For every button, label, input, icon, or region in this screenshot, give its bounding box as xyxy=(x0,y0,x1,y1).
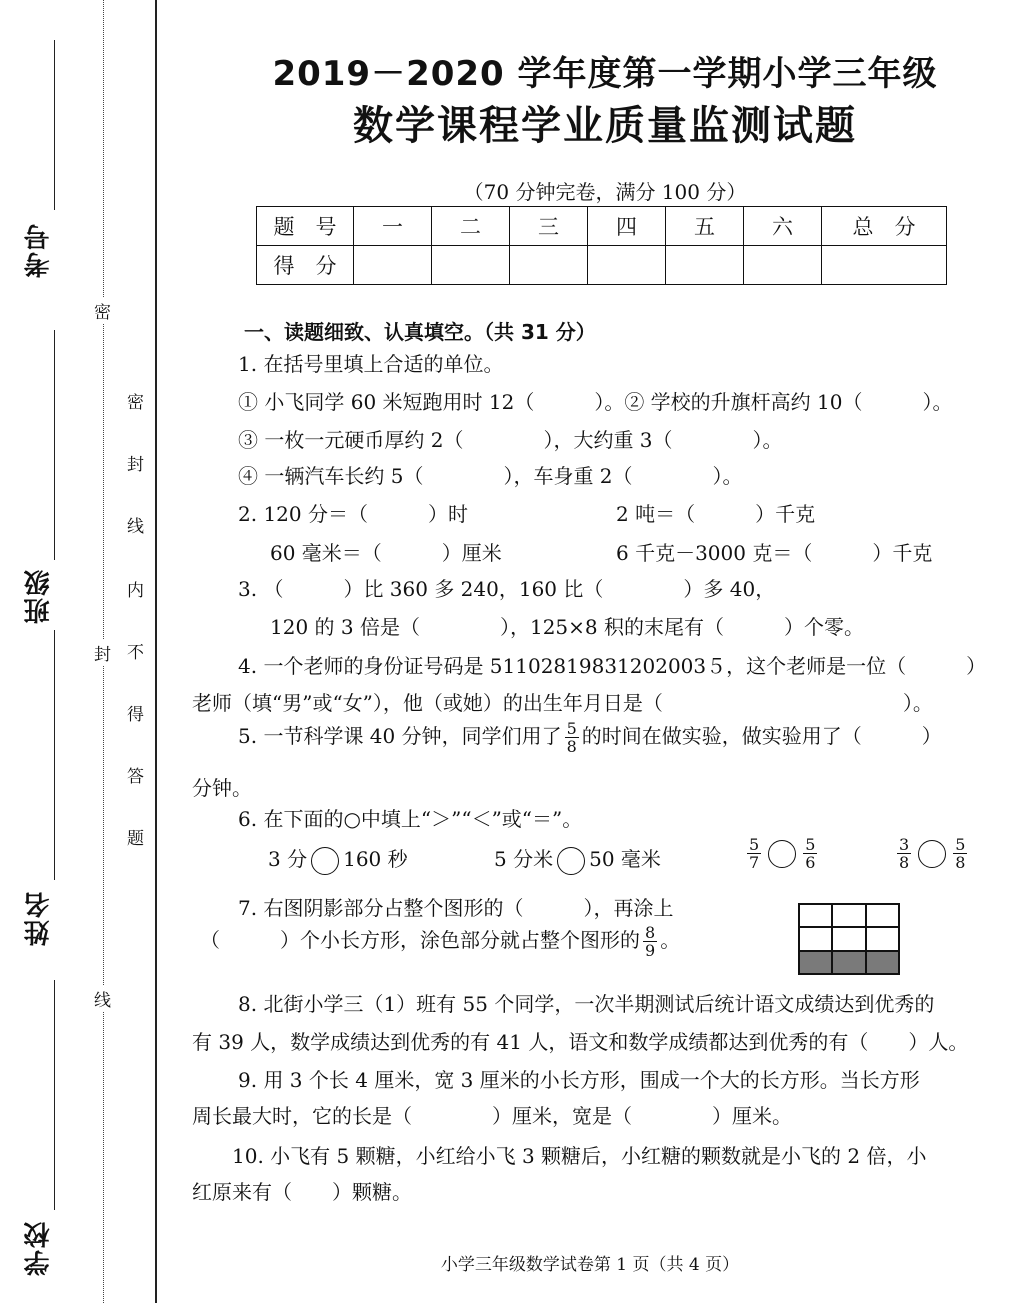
q1-item-1-2: ① 小飞同学 60 米短跑用时 12（ ）。② 学校的升旗杆高约 10（ ）。 xyxy=(238,390,953,414)
q7-fraction xyxy=(643,924,657,959)
school-label: 学校 xyxy=(24,1220,54,1276)
q2-part-c: 60 毫米＝（ ）厘米 xyxy=(270,541,502,565)
q6-fraction-c xyxy=(897,836,911,871)
fraction-denominator: 7 xyxy=(749,853,760,872)
fraction-denominator: 8 xyxy=(566,737,577,756)
fraction-numerator: 5 xyxy=(566,719,577,738)
q3-line2: 120 的 3 倍是（ ），125×8 积的末尾有（ ）个零。 xyxy=(270,615,864,639)
score-cell: 总 分 xyxy=(822,207,947,246)
q6-compare-1 xyxy=(268,843,408,875)
score-cell: 题 号 xyxy=(257,207,354,246)
fraction-denominator: 9 xyxy=(645,941,656,960)
score-cell: 六 xyxy=(744,207,822,246)
seal-col-5: 得 xyxy=(127,705,144,725)
q7-text: （ ）个小长方形，涂色部分就占整个图形的 xyxy=(200,928,640,952)
q4-line1: 4. 一个老师的身份证号码是 51102819831202003５，这个老师是一位（ ） xyxy=(238,654,987,678)
seal-col-3: 内 xyxy=(127,581,144,601)
q9-line2: 周长最大时，它的长是（ ）厘米，宽是（ ）厘米。 xyxy=(192,1104,792,1128)
q9-line1: 9. 用 3 个长 4 厘米，宽 3 厘米的小长方形，围成一个大的长方形。当长方形 xyxy=(238,1068,920,1092)
q7-line2 xyxy=(200,924,680,959)
q6-compare-2 xyxy=(494,843,661,875)
compare-circle[interactable] xyxy=(311,847,339,875)
seal-col-1: 封 xyxy=(127,455,144,475)
grid-cell xyxy=(799,904,832,927)
q8-line2: 有 39 人，数学成绩达到优秀的有 41 人，语文和数学成绩都达到优秀的有（ ）人。 xyxy=(192,1030,969,1054)
q7-rectangle-figure xyxy=(798,903,900,975)
seal-col-6: 答 xyxy=(127,767,144,787)
seal-col-4: 不 xyxy=(127,643,144,663)
fraction-numerator: 5 xyxy=(955,835,966,854)
score-cell: 五 xyxy=(666,207,744,246)
class-underline xyxy=(54,330,55,560)
q3-line1: 3. （ ）比 360 多 240，160 比（ ）多 40， xyxy=(238,577,776,601)
section-heading: 一、读题细致、认真填空。（共 31 分） xyxy=(244,320,596,344)
title-line2: 数学课程学业质量监测试题 xyxy=(353,103,857,149)
q5-line2: 分钟。 xyxy=(192,776,252,800)
grid-cell xyxy=(832,927,865,950)
score-blank[interactable] xyxy=(588,246,666,285)
name-underline xyxy=(54,630,55,880)
q6-fraction-a xyxy=(747,836,761,871)
title-line1: 2019－2020 学年度第一学期小学三年级 xyxy=(272,54,938,94)
exam-subtitle: （70 分钟完卷，满分 100 分） xyxy=(463,180,747,204)
q6-fraction-d xyxy=(953,836,967,871)
q8-line1: 8. 北街小学三（1）班有 55 个同学，一次半期测试后统计语文成绩达到优秀的 xyxy=(238,992,935,1016)
score-cell: 二 xyxy=(432,207,510,246)
q10-line2: 红原来有（ ）颗糖。 xyxy=(192,1180,412,1204)
q6-left-1: 3 分 xyxy=(268,847,308,871)
q6-fraction-b xyxy=(803,836,817,871)
school-underline xyxy=(54,980,55,1210)
grid-cell-shaded xyxy=(832,951,865,974)
fraction-denominator: 8 xyxy=(899,853,910,872)
q2-part-a: 2. 120 分＝（ ）时 xyxy=(238,502,468,526)
compare-circle[interactable] xyxy=(918,840,946,868)
q1-item-4: ④ 一辆汽车长约 5（ ），车身重 2（ ）。 xyxy=(238,464,743,488)
q5-text-a: 5. 一节科学课 40 分钟，同学们用了 xyxy=(238,724,562,748)
seal-col-7: 题 xyxy=(127,829,144,849)
q5-line1 xyxy=(238,720,942,755)
score-cell: 一 xyxy=(354,207,432,246)
score-table xyxy=(256,206,947,285)
grid-cell xyxy=(832,904,865,927)
name-label: 姓名 xyxy=(24,890,54,946)
q5-text-b: 的时间在做实验，做实验用了（ ） xyxy=(581,724,942,748)
fraction-numerator: 3 xyxy=(899,835,910,854)
page-footer: 小学三年级数学试卷第 1 页（共 4 页） xyxy=(440,1255,740,1275)
class-label: 班级 xyxy=(24,568,54,624)
score-cell: 三 xyxy=(510,207,588,246)
score-blank[interactable] xyxy=(510,246,588,285)
score-table-score-row xyxy=(257,246,947,285)
q4-line2: 老师（填“男”或“女”），他（或她）的出生年月日是（ ）。 xyxy=(192,691,933,715)
fraction-numerator: 5 xyxy=(749,835,760,854)
score-table-header-row xyxy=(257,207,947,246)
q1-item-3: ③ 一枚一元硬币厚约 2（ ），大约重 3（ ）。 xyxy=(238,428,783,452)
score-blank[interactable] xyxy=(354,246,432,285)
q7-period: 。 xyxy=(660,928,681,952)
grid-cell xyxy=(799,927,832,950)
exam-number-label: 考号 xyxy=(24,222,54,278)
grid-cell xyxy=(866,927,899,950)
seal-col-0: 密 xyxy=(127,393,144,413)
q6-compare-3 xyxy=(744,836,820,871)
fraction-numerator: 5 xyxy=(805,835,816,854)
fraction-denominator: 6 xyxy=(805,853,816,872)
score-blank[interactable] xyxy=(744,246,822,285)
score-cell: 四 xyxy=(588,207,666,246)
fraction-numerator: 8 xyxy=(645,923,656,942)
q2-part-b: 2 吨＝（ ）千克 xyxy=(616,502,816,526)
score-cell: 得 分 xyxy=(257,246,354,285)
q6-stem: 6. 在下面的○中填上“＞”“＜”或“＝”。 xyxy=(238,807,583,831)
score-blank[interactable] xyxy=(822,246,947,285)
seal-small-xian: 线 xyxy=(94,986,111,1011)
fraction-denominator: 8 xyxy=(955,853,966,872)
q5-fraction xyxy=(565,720,579,755)
compare-circle[interactable] xyxy=(768,840,796,868)
q1-stem: 1. 在括号里填上合适的单位。 xyxy=(238,352,504,376)
seal-col-2: 线 xyxy=(127,517,144,537)
q6-left-2: 5 分米 xyxy=(494,847,554,871)
seal-small-mi: 密 xyxy=(94,298,111,323)
q6-compare-4 xyxy=(894,836,970,871)
seal-small-feng: 封 xyxy=(94,640,111,665)
q6-right-1: 160 秒 xyxy=(343,847,408,871)
q6-right-2: 50 毫米 xyxy=(589,847,661,871)
grid-cell xyxy=(866,904,899,927)
grid-cell-shaded xyxy=(866,951,899,974)
score-blank[interactable] xyxy=(666,246,744,285)
score-blank[interactable] xyxy=(432,246,510,285)
q2-part-d: 6 千克－3000 克＝（ ）千克 xyxy=(616,541,933,565)
q7-line1: 7. 右图阴影部分占整个图形的（ ），再涂上 xyxy=(238,896,674,920)
grid-cell-shaded xyxy=(799,951,832,974)
compare-circle[interactable] xyxy=(557,847,585,875)
q10-line1: 10. 小飞有 5 颗糖，小红给小飞 3 颗糖后，小红糖的颗数就是小飞的 2 倍，小 xyxy=(232,1144,927,1168)
